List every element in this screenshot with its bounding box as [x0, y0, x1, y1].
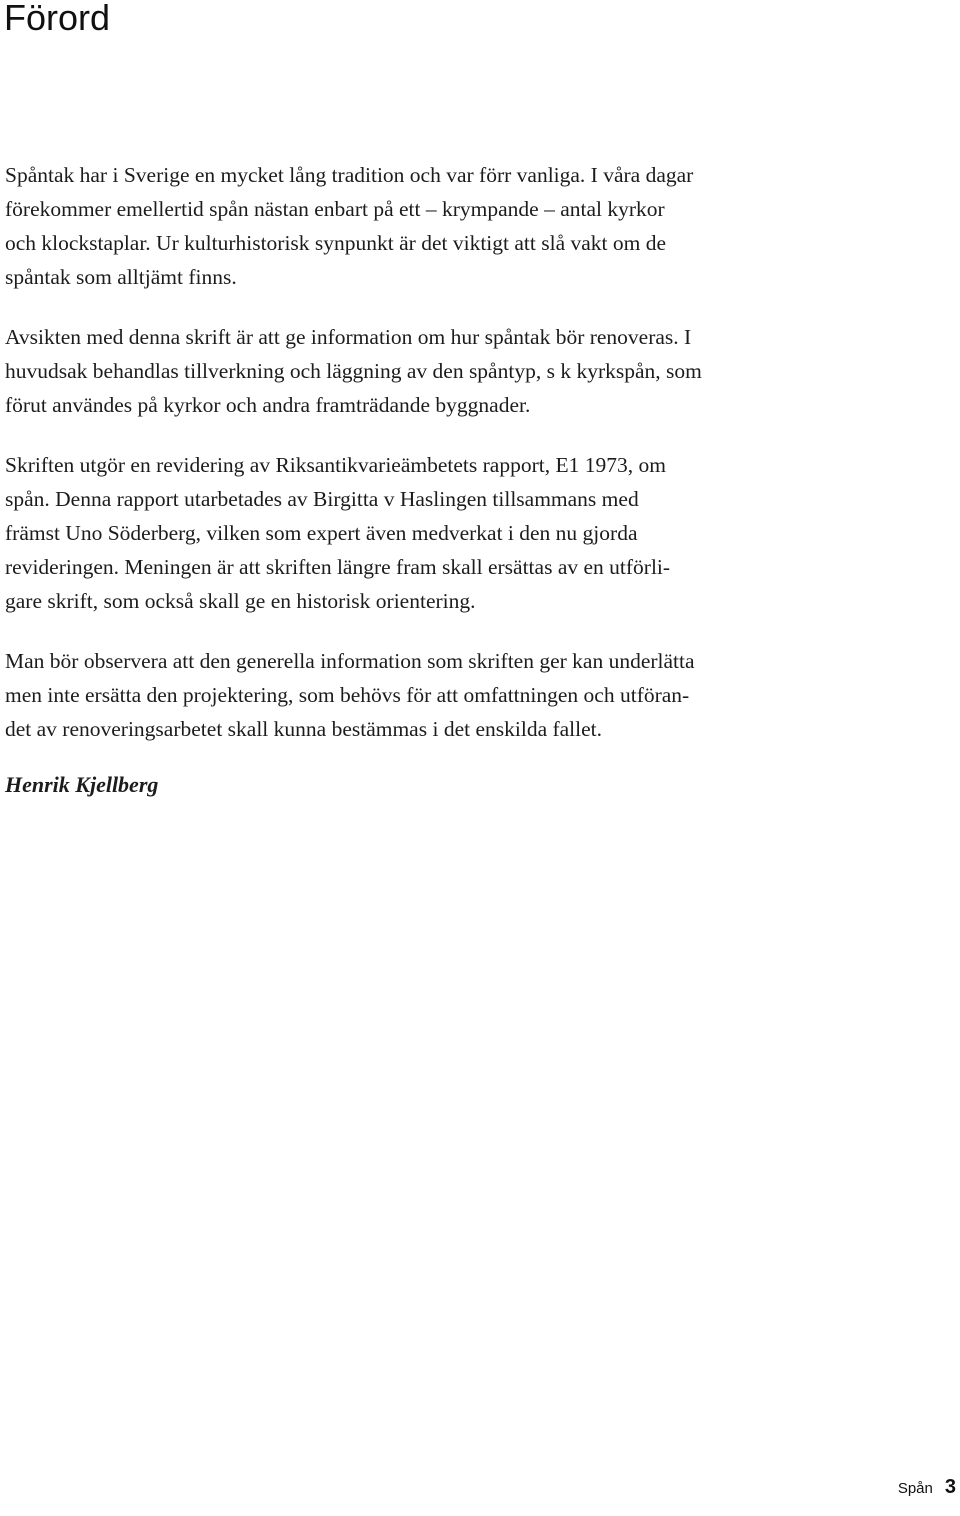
paragraph-3: [5, 448, 955, 618]
paragraph-line: Spåntak har i Sverige en mycket lång tradition och var förr vanliga. I våra dagar: [5, 163, 694, 187]
paragraph-line: huvudsak behandlas tillverkning och läggning av den spåntyp, s k kyrkspån, som: [5, 359, 702, 383]
footer-label: Spån: [897, 1480, 933, 1497]
paragraph-line: förekommer emellertid spån nästan enbart på ett – krympande – antal kyrkor: [5, 197, 665, 221]
paragraph-line: Skriften utgör en revidering av Riksantikvarieämbetets rapport, E1 1973, om: [5, 453, 666, 477]
paragraph-line: främst Uno Söderberg, vilken som expert även medverkat i den nu gjorda: [5, 521, 638, 545]
signature: Henrik Kjellberg: [5, 772, 159, 797]
paragraph-line: spåntak som alltjämt finns.: [5, 265, 237, 289]
paragraph-line: men inte ersätta den projektering, som behövs för att omfattningen och utföran-: [5, 683, 690, 707]
paragraph-2: [5, 320, 955, 422]
paragraph-4: [5, 644, 955, 746]
paragraph-line: Man bör observera att den generella information som skriften ger kan underlätta: [5, 649, 695, 673]
paragraph-line: förut användes på kyrkor och andra framträdande byggnader.: [5, 393, 531, 417]
paragraph-line: revideringen. Meningen är att skriften längre fram skall ersättas av en utförli-: [5, 555, 671, 579]
page-number: 3: [944, 1476, 956, 1498]
paragraph-line: och klockstaplar. Ur kulturhistorisk synpunkt är det viktigt att slå vakt om de: [5, 231, 667, 255]
page-title: Förord: [4, 0, 111, 38]
page-footer: [898, 1476, 956, 1516]
paragraph-line: gare skrift, som också skall ge en historisk orientering.: [5, 589, 476, 613]
body-text: [5, 158, 955, 802]
paragraph-1: [5, 158, 955, 294]
paragraph-line: det av renoveringsarbetet skall kunna bestämmas i det enskilda fallet.: [5, 717, 603, 741]
paragraph-line: Avsikten med denna skrift är att ge information om hur spåntak bör renoveras. I: [5, 325, 692, 349]
paragraph-line: spån. Denna rapport utarbetades av Birgitta v Haslingen tillsammans med: [5, 487, 639, 511]
